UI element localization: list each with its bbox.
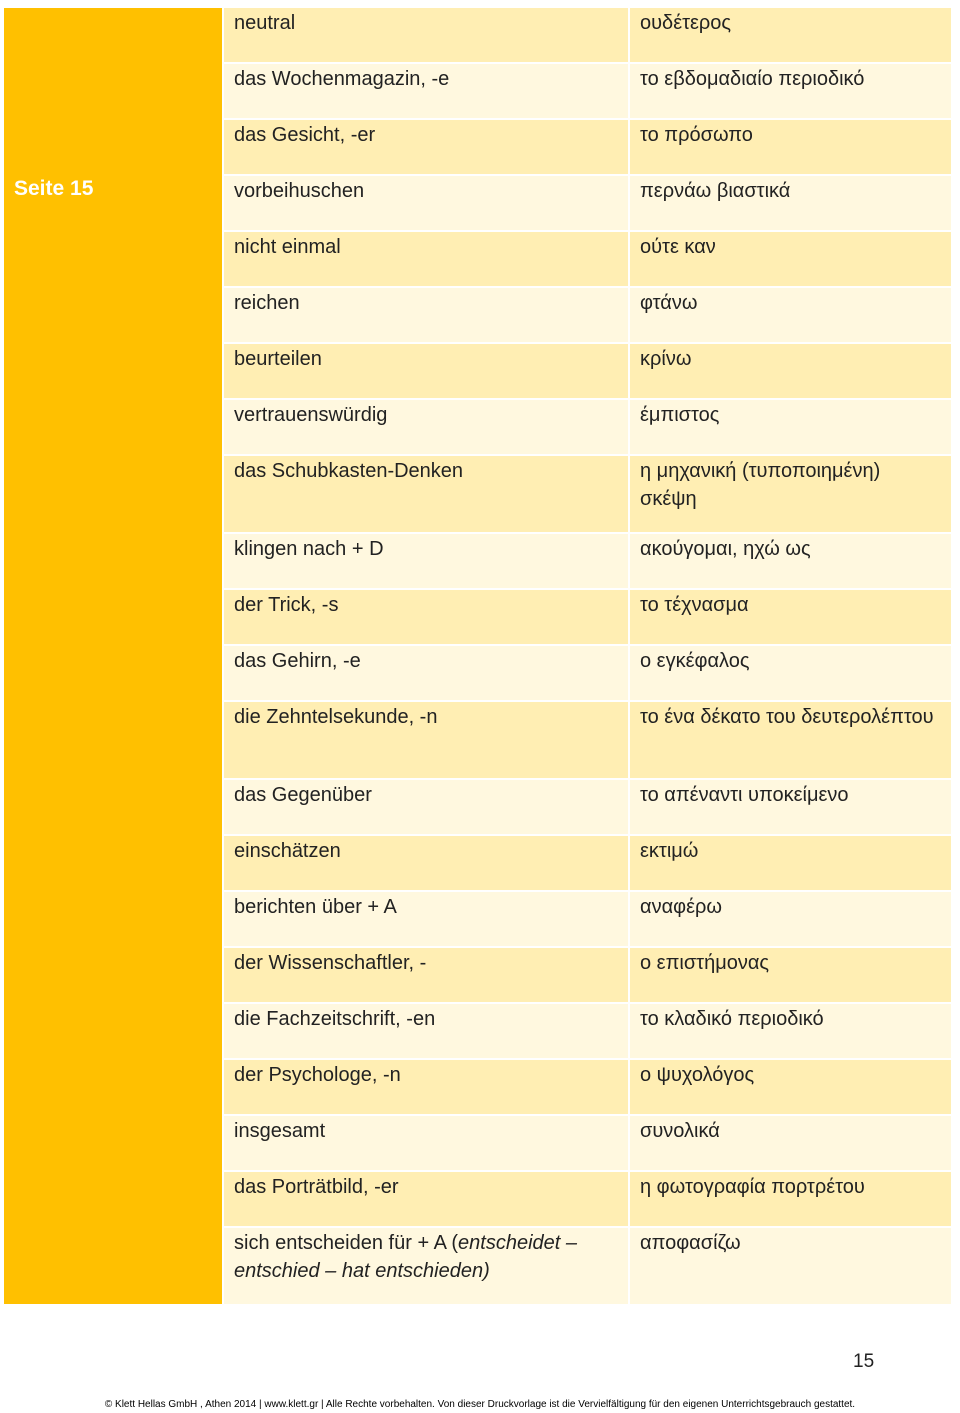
german-term: die Zehntelsekunde, -n: [223, 701, 629, 779]
footer-copyright: © Klett Hellas GmbH , Athen 2014 | www.klett.gr | Alle Rechte vorbehalten. Von dieser Druckvorlage ist die Vervielfältigung für den eigenen Unterrichtsgebrauch gestattet.: [104, 1399, 856, 1410]
greek-translation: ακούγομαι, ηχώ ως: [629, 533, 952, 589]
greek-translation: η φωτογραφία πορτρέτου: [629, 1171, 952, 1227]
german-term: berichten über + A: [223, 891, 629, 947]
german-term: beurteilen: [223, 343, 629, 399]
greek-translation: ουδέτερος: [629, 7, 952, 63]
greek-translation: εκτιμώ: [629, 835, 952, 891]
german-term: vertrauenswürdig: [223, 399, 629, 455]
german-term: [223, 1227, 629, 1305]
section-label: Seite 15: [14, 177, 94, 200]
german-term: insgesamt: [223, 1115, 629, 1171]
german-term: das Porträtbild, -er: [223, 1171, 629, 1227]
greek-translation: αναφέρω: [629, 891, 952, 947]
german-term: der Trick, -s: [223, 589, 629, 645]
greek-translation: κρίνω: [629, 343, 952, 399]
german-term: einschätzen: [223, 835, 629, 891]
greek-translation: ούτε καν: [629, 231, 952, 287]
german-term: reichen: [223, 287, 629, 343]
german-term: die Fachzeitschrift, -en: [223, 1003, 629, 1059]
greek-translation: το τέχνασμα: [629, 589, 952, 645]
greek-translation: ο εγκέφαλος: [629, 645, 952, 701]
greek-translation: περνάω βιαστικά: [629, 175, 952, 231]
greek-translation: το κλαδικό περιοδικό: [629, 1003, 952, 1059]
german-term: der Wissenschaftler, -: [223, 947, 629, 1003]
greek-translation: η μηχανική (τυποποιημένη) σκέψη: [629, 455, 952, 533]
german-term: das Gehirn, -e: [223, 645, 629, 701]
greek-translation: το ένα δέκατο του δευτερολέπτου: [629, 701, 952, 779]
greek-translation: αποφασίζω: [629, 1227, 952, 1305]
greek-translation: έμπιστος: [629, 399, 952, 455]
vocabulary-table: [2, 6, 953, 1306]
german-term: neutral: [223, 7, 629, 63]
table-row: [3, 7, 952, 63]
greek-translation: το απέναντι υποκείμενο: [629, 779, 952, 835]
greek-translation: ο επιστήμονας: [629, 947, 952, 1003]
german-term: das Gegenüber: [223, 779, 629, 835]
german-term: der Psychologe, -n: [223, 1059, 629, 1115]
german-term: nicht einmal: [223, 231, 629, 287]
greek-translation: ο ψυχολόγος: [629, 1059, 952, 1115]
greek-translation: φτάνω: [629, 287, 952, 343]
german-term: vorbeihuschen: [223, 175, 629, 231]
german-term-main: sich entscheiden für + A (: [234, 1232, 459, 1254]
german-term-forms: entscheidet – entschied – hat entschieden): [234, 1232, 578, 1282]
greek-translation: το εβδομαδιαίο περιοδικό: [629, 63, 952, 119]
german-term: das Wochenmagazin, -e: [223, 63, 629, 119]
greek-translation: το πρόσωπο: [629, 119, 952, 175]
german-term: das Schubkasten-Denken: [223, 455, 629, 533]
german-term: das Gesicht, -er: [223, 119, 629, 175]
page-number: 15: [853, 1351, 875, 1372]
section-column: [3, 7, 223, 1305]
german-term: klingen nach + D: [223, 533, 629, 589]
greek-translation: συνολικά: [629, 1115, 952, 1171]
